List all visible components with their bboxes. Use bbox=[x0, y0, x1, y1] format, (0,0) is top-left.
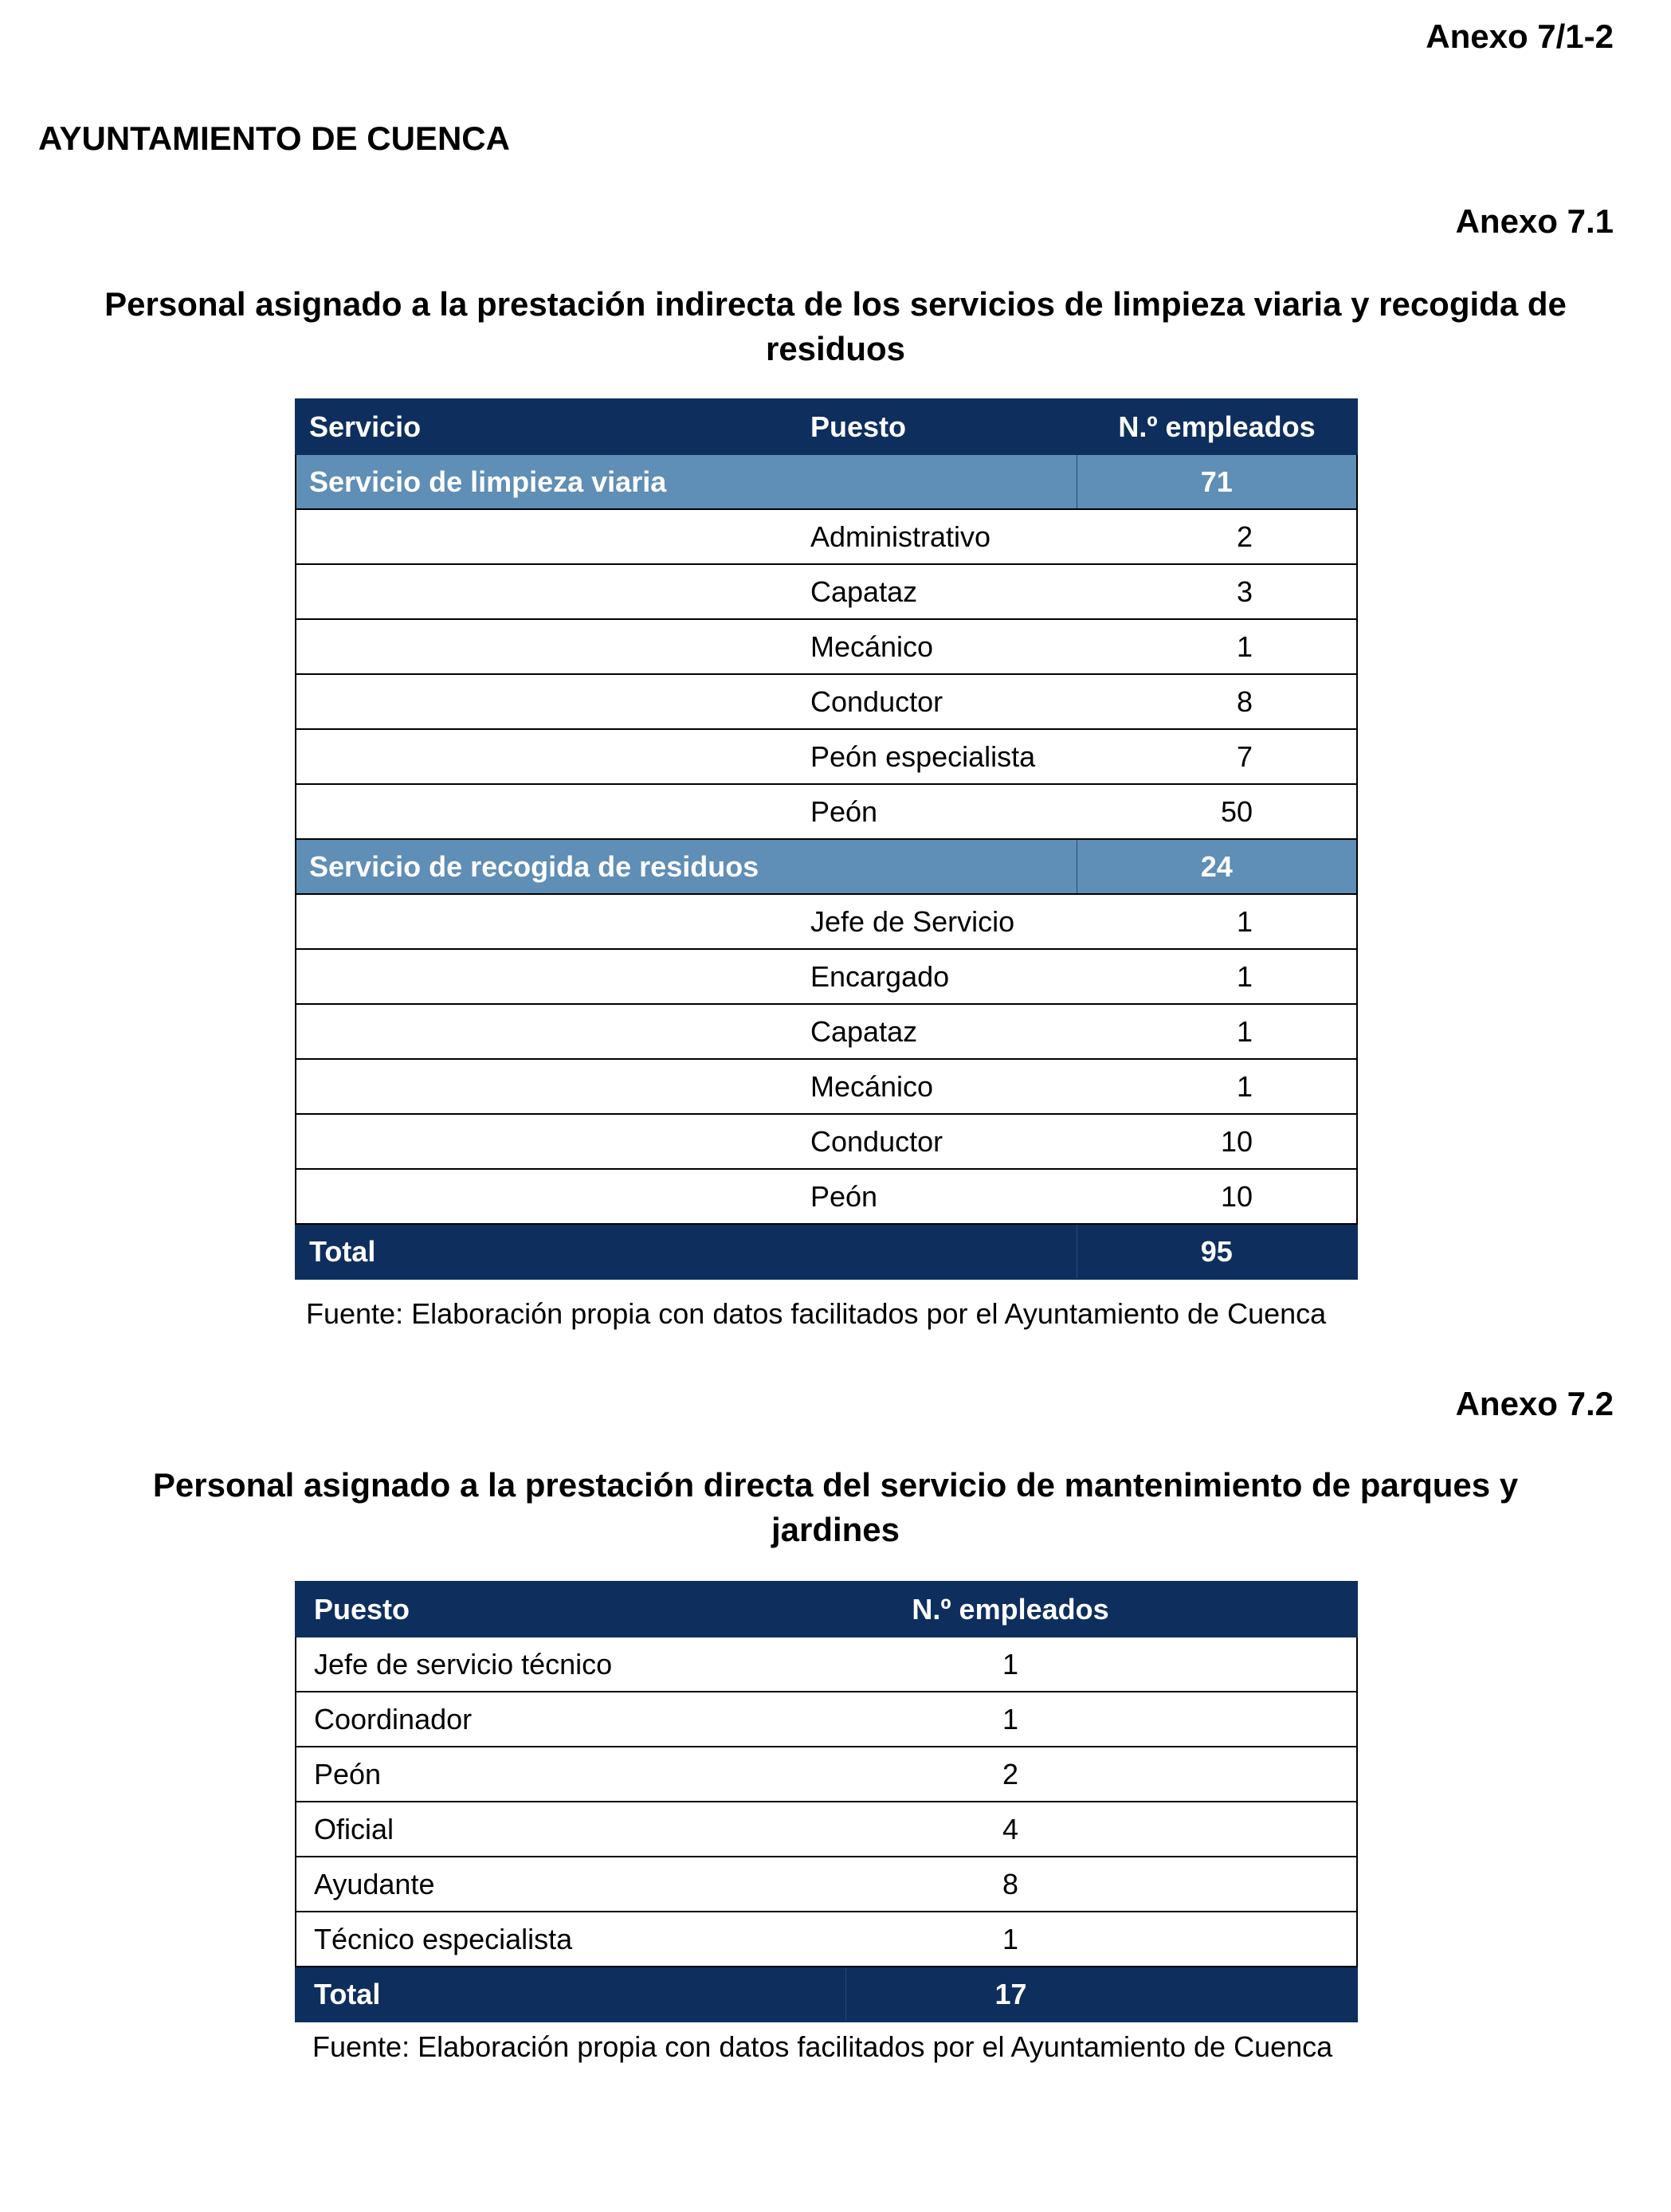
table-row bbox=[296, 674, 1357, 729]
puesto-cell: Mecánico bbox=[798, 1059, 1077, 1114]
servicio-cell bbox=[296, 894, 798, 949]
annex-7-2-title bbox=[32, 1463, 1639, 1552]
table-row bbox=[296, 1114, 1357, 1169]
section-name: Servicio de limpieza viaria bbox=[296, 454, 1077, 509]
organization-name: AYUNTAMIENTO DE CUENCA bbox=[38, 120, 510, 157]
puesto-cell: Peón bbox=[798, 1169, 1077, 1224]
puesto-cell: Capataz bbox=[798, 564, 1077, 619]
total-value: 95 bbox=[1077, 1224, 1357, 1279]
servicio-cell bbox=[296, 1059, 798, 1114]
section-row bbox=[296, 839, 1357, 894]
table-header-row bbox=[296, 1582, 1357, 1637]
total-label: Total bbox=[296, 1224, 1077, 1279]
table-row bbox=[296, 894, 1357, 949]
table-row bbox=[296, 564, 1357, 619]
puesto-cell: Conductor bbox=[798, 674, 1077, 729]
empleados-cell: 1 bbox=[1077, 949, 1357, 1004]
section-row bbox=[296, 454, 1357, 509]
table-row bbox=[296, 509, 1357, 564]
table-row bbox=[296, 1169, 1357, 1224]
annex-7-2-source: Fuente: Elaboración propia con datos facilitados por el Ayuntamiento de Cuenca bbox=[312, 2030, 1333, 2063]
empleados-cell: 7 bbox=[1077, 729, 1357, 784]
table-row bbox=[296, 619, 1357, 674]
servicio-cell bbox=[296, 619, 798, 674]
title-line: jardines bbox=[771, 1511, 900, 1548]
column-header-empleados bbox=[845, 1582, 1357, 1637]
table-row bbox=[296, 784, 1357, 839]
servicio-cell bbox=[296, 509, 798, 564]
column-header-puesto: Puesto bbox=[798, 399, 1077, 454]
puesto-cell: Capataz bbox=[798, 1004, 1077, 1059]
empleados-value: 8 bbox=[1002, 1867, 1019, 1900]
servicio-cell bbox=[296, 564, 798, 619]
empleados-value: 1 bbox=[1002, 1922, 1019, 1955]
empleados-cell bbox=[845, 1637, 1357, 1692]
empleados-cell: 50 bbox=[1077, 784, 1357, 839]
table-row bbox=[296, 1802, 1357, 1857]
puesto-cell: Jefe de Servicio bbox=[798, 894, 1077, 949]
empleados-cell bbox=[845, 1747, 1357, 1802]
puesto-cell: Técnico especialista bbox=[296, 1912, 845, 1967]
servicio-cell bbox=[296, 1169, 798, 1224]
empleados-cell: 8 bbox=[1077, 674, 1357, 729]
empleados-value: 4 bbox=[1002, 1812, 1019, 1845]
servicio-cell bbox=[296, 729, 798, 784]
table-row bbox=[296, 949, 1357, 1004]
empleados-cell: 1 bbox=[1077, 894, 1357, 949]
empleados-value: 2 bbox=[1002, 1757, 1019, 1790]
puesto-cell: Conductor bbox=[798, 1114, 1077, 1169]
empleados-cell: 1 bbox=[1077, 1059, 1357, 1114]
total-label: Total bbox=[296, 1967, 845, 2022]
column-header-servicio: Servicio bbox=[296, 399, 798, 454]
empleados-cell: 10 bbox=[1077, 1169, 1357, 1224]
puesto-cell: Mecánico bbox=[798, 619, 1077, 674]
total-row bbox=[296, 1224, 1357, 1279]
empleados-cell bbox=[845, 1857, 1357, 1912]
total-value-text: 17 bbox=[994, 1977, 1027, 2010]
servicio-cell bbox=[296, 1004, 798, 1059]
empleados-cell: 1 bbox=[1077, 1004, 1357, 1059]
empleados-cell bbox=[845, 1692, 1357, 1747]
servicio-cell bbox=[296, 1114, 798, 1169]
annex-7-1-label: Anexo 7.1 bbox=[1455, 202, 1614, 240]
empleados-cell bbox=[845, 1802, 1357, 1857]
title-line: Personal asignado a la prestación directa del servicio de mantenimiento de parques y bbox=[152, 1466, 1519, 1504]
table-row bbox=[296, 1857, 1357, 1912]
servicio-cell bbox=[296, 674, 798, 729]
table-row bbox=[296, 1059, 1357, 1114]
table-row bbox=[296, 1692, 1357, 1747]
empleados-value: 1 bbox=[1002, 1702, 1019, 1735]
annex-7-1-table bbox=[295, 398, 1358, 1280]
puesto-cell: Administrativo bbox=[798, 509, 1077, 564]
empleados-value: 1 bbox=[1002, 1647, 1019, 1681]
column-header-empleados-text: N.º empleados bbox=[912, 1592, 1109, 1626]
empleados-cell bbox=[845, 1912, 1357, 1967]
title-line: Personal asignado a la prestación indirecta de los servicios de limpieza viaria y recogida de bbox=[104, 285, 1567, 323]
servicio-cell bbox=[296, 949, 798, 1004]
section-total: 71 bbox=[1077, 454, 1357, 509]
puesto-cell: Peón especialista bbox=[798, 729, 1077, 784]
table-row bbox=[296, 1747, 1357, 1802]
table-row bbox=[296, 729, 1357, 784]
puesto-cell: Peón bbox=[798, 784, 1077, 839]
empleados-cell: 10 bbox=[1077, 1114, 1357, 1169]
annex-code: Anexo 7/1-2 bbox=[1426, 18, 1614, 55]
empleados-cell: 1 bbox=[1077, 619, 1357, 674]
empleados-cell: 3 bbox=[1077, 564, 1357, 619]
puesto-cell: Jefe de servicio técnico bbox=[296, 1637, 845, 1692]
section-total: 24 bbox=[1077, 839, 1357, 894]
puesto-cell: Oficial bbox=[296, 1802, 845, 1857]
puesto-cell: Encargado bbox=[798, 949, 1077, 1004]
total-row bbox=[296, 1967, 1357, 2022]
column-header-empleados: N.º empleados bbox=[1077, 399, 1357, 454]
annex-7-2-table bbox=[295, 1581, 1358, 2022]
table-header-row bbox=[296, 399, 1357, 454]
puesto-cell: Coordinador bbox=[296, 1692, 845, 1747]
puesto-cell: Ayudante bbox=[296, 1857, 845, 1912]
title-line: residuos bbox=[765, 330, 906, 367]
annex-7-2-label: Anexo 7.2 bbox=[1455, 1385, 1614, 1422]
table-row bbox=[296, 1912, 1357, 1967]
table-row bbox=[296, 1004, 1357, 1059]
column-header-puesto: Puesto bbox=[296, 1582, 845, 1637]
annex-7-1-title bbox=[32, 282, 1639, 371]
servicio-cell bbox=[296, 784, 798, 839]
section-name: Servicio de recogida de residuos bbox=[296, 839, 1077, 894]
table-row bbox=[296, 1637, 1357, 1692]
empleados-cell: 2 bbox=[1077, 509, 1357, 564]
puesto-cell: Peón bbox=[296, 1747, 845, 1802]
total-value bbox=[845, 1967, 1357, 2022]
annex-7-1-source: Fuente: Elaboración propia con datos facilitados por el Ayuntamiento de Cuenca bbox=[306, 1297, 1327, 1330]
